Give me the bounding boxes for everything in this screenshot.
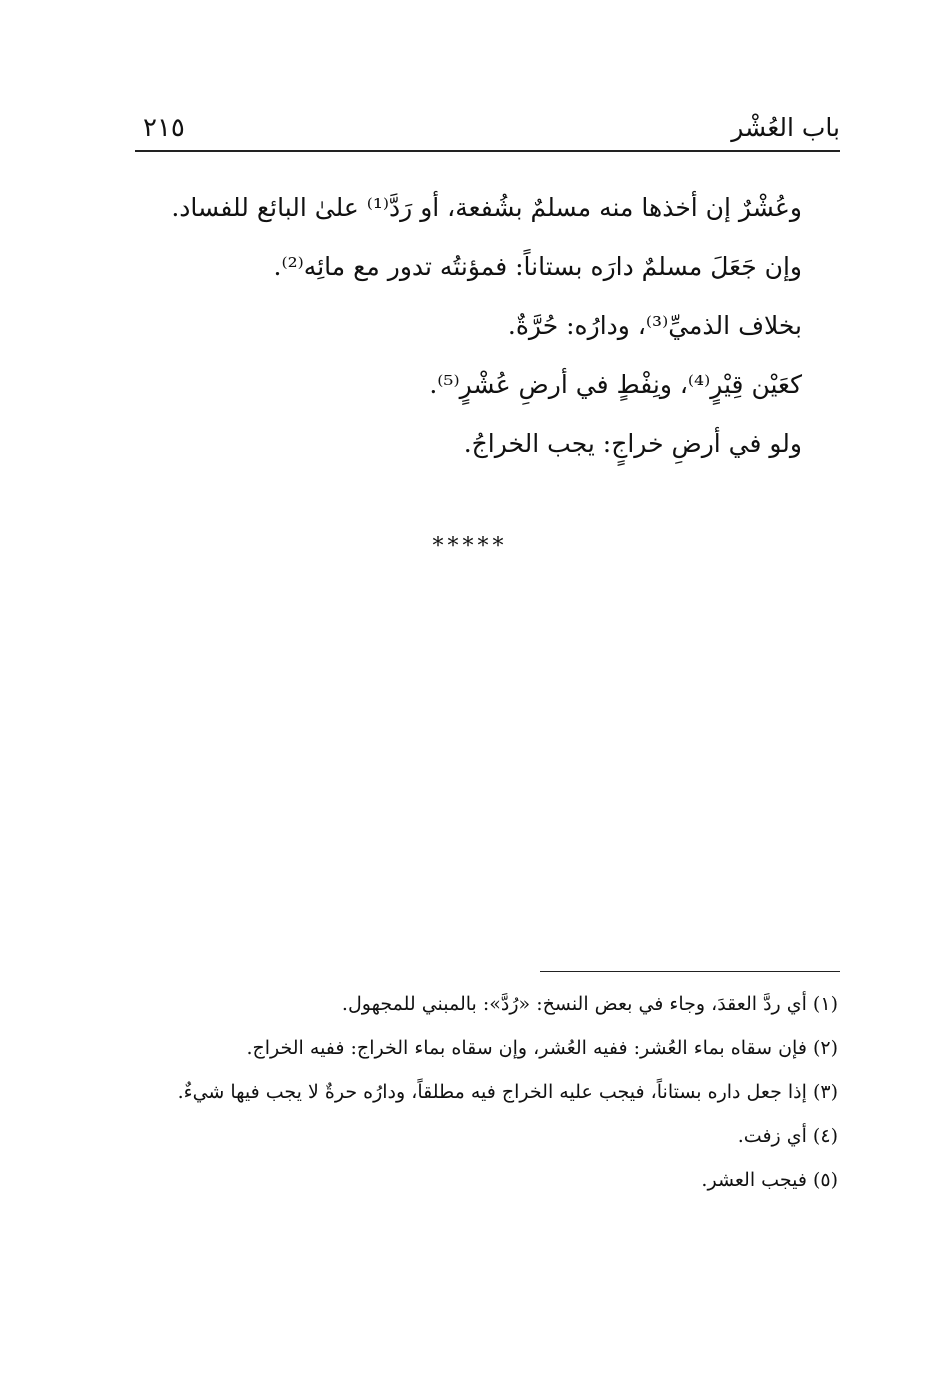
footnote-rule — [540, 971, 840, 972]
text-line: وإن جَعَلَ مسلمٌ دارَه بستاناً: فمؤنتُه تدور مع مائِه⁽²⁾. — [273, 252, 802, 281]
footnotes — [132, 982, 838, 1202]
text-line: كعَيْن قِيْرٍ⁽⁴⁾، ونِفْطٍ في أرضِ عُشْرٍ⁽⁵⁾. — [429, 370, 802, 399]
page-number: ٢١٥ — [143, 113, 185, 143]
footnote: (١) أي ردَّ العقدَ، وجاء في بعض النسخ: «رُدَّ»: بالمبني للمجهول. — [341, 993, 838, 1015]
text-line: ولو في أرضِ خراجٍ: يجب الخراجُ. — [463, 429, 802, 458]
text-line: وعُشْرٌ إن أخذها منه مسلمٌ بشُفعة، أو رَدَّ⁽¹⁾ علىٰ البائع للفساد. — [171, 193, 802, 222]
footnote: (٣) إذا جعل داره بستاناً، فيجب عليه الخراج فيه مطلقاً، ودارُه حرةٌ لا يجب فيها شيءٌ. — [177, 1081, 838, 1103]
section-separator: ***** — [432, 534, 508, 559]
header-rule — [135, 150, 840, 152]
main-text — [170, 178, 802, 473]
page-header — [135, 108, 840, 152]
footnote: (٥) فيجب العشر. — [701, 1169, 838, 1191]
footnote: (٤) أي زفت. — [737, 1125, 838, 1147]
chapter-title: باب العُشْر — [731, 113, 840, 142]
text-line: بخلاف الذميِّ⁽³⁾، ودارُه: حُرَّةٌ. — [507, 311, 802, 340]
footnote: (٢) فإن سقاه بماء العُشر: ففيه العُشر، وإن سقاه بماء الخراج: ففيه الخراج. — [246, 1037, 838, 1059]
